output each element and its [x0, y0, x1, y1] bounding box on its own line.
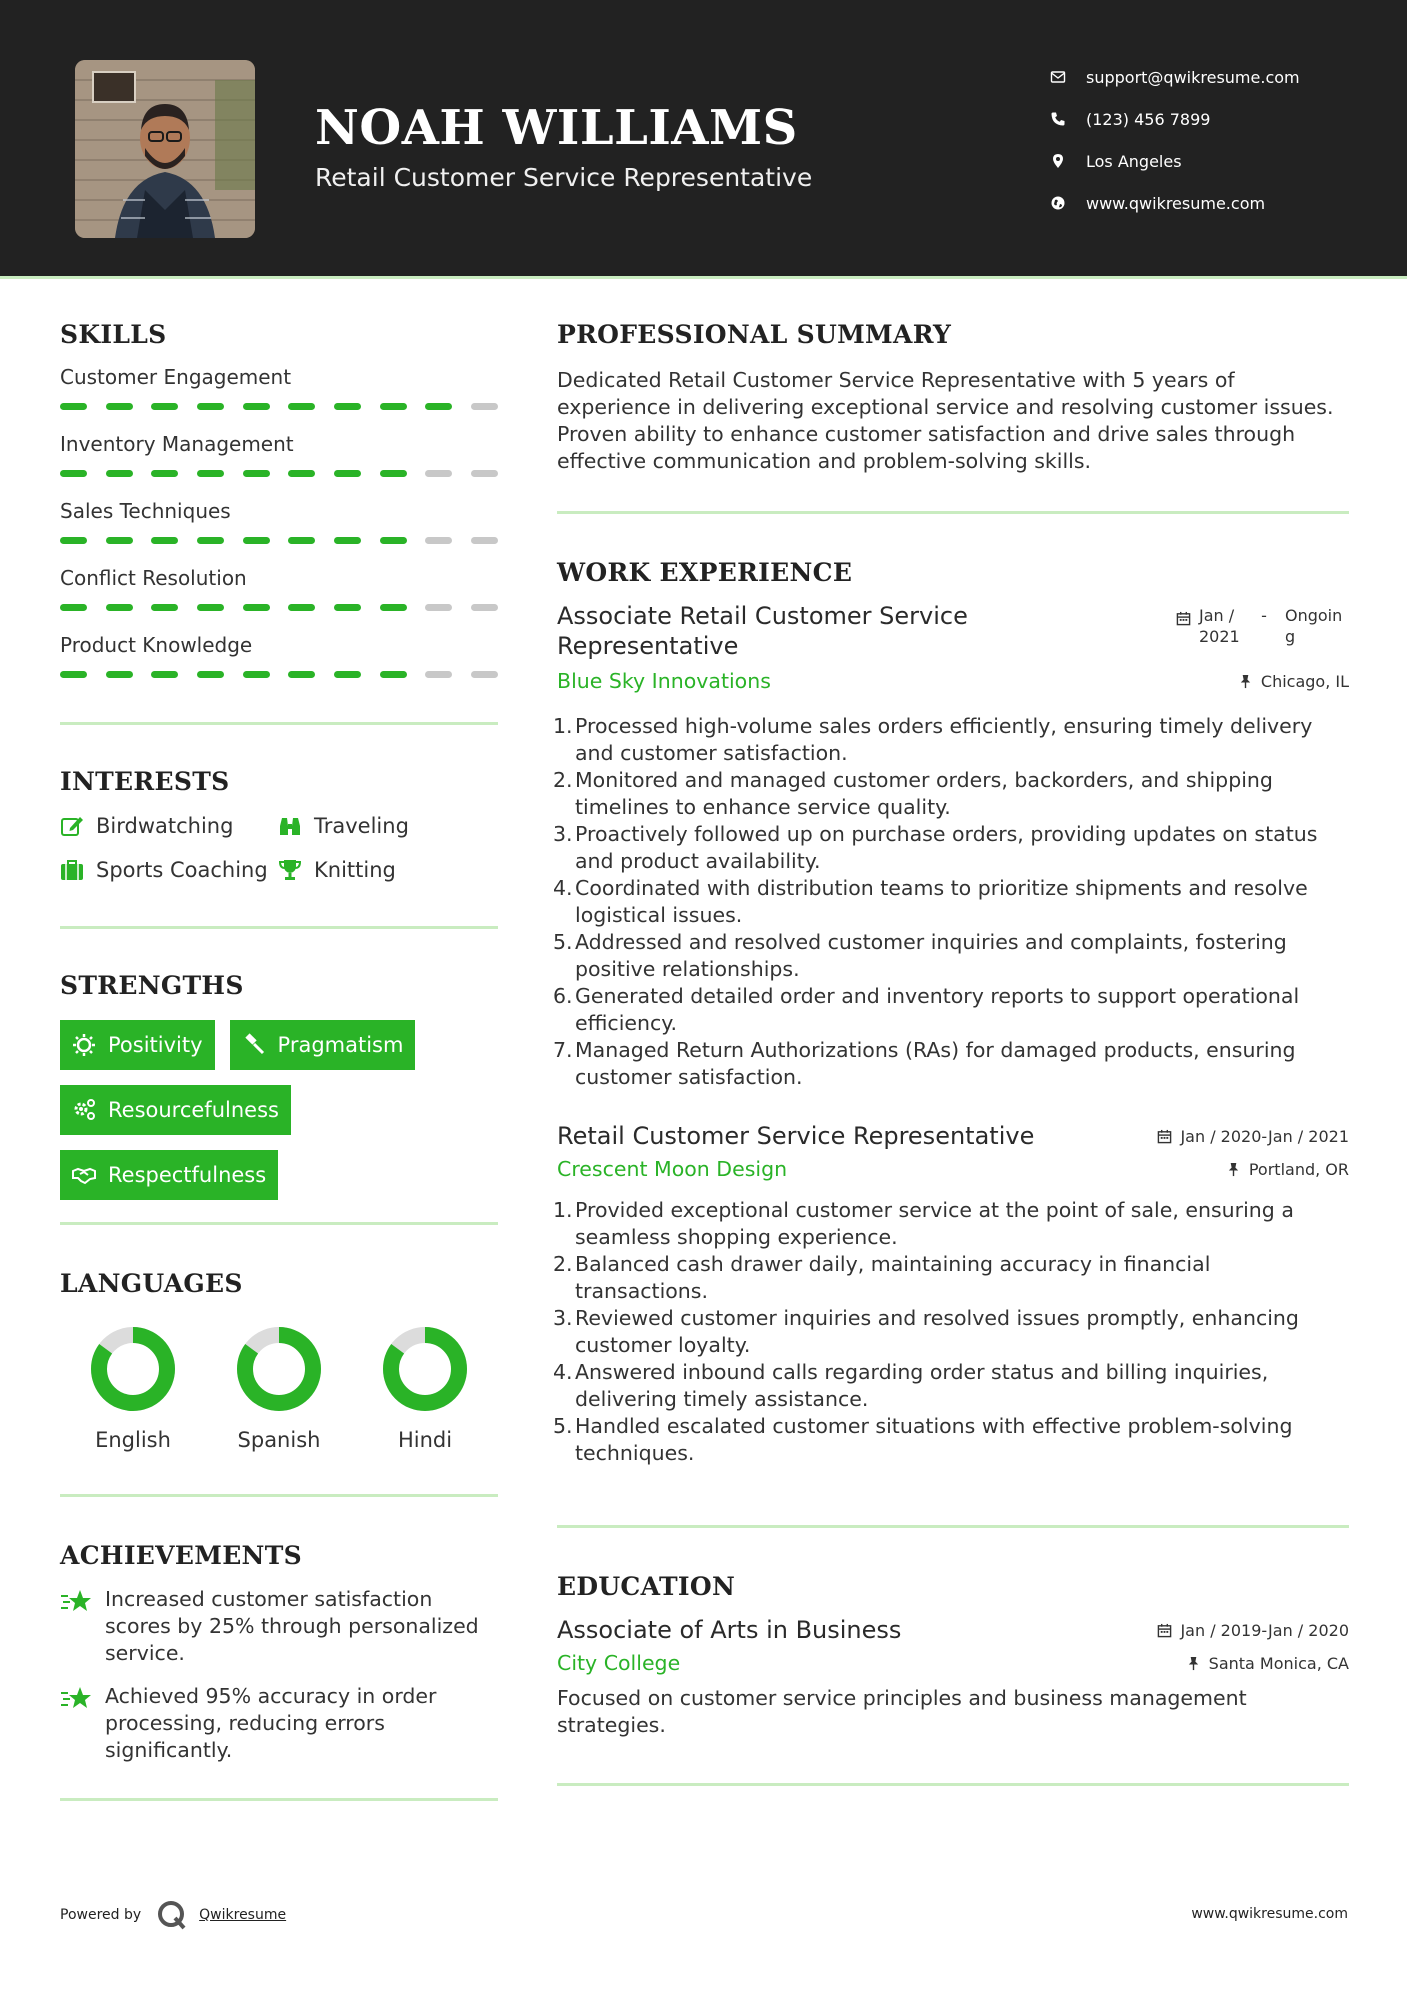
strength-tag [230, 1020, 416, 1070]
skill-dot [380, 470, 407, 477]
skill-dot [106, 671, 133, 678]
contact-location [1050, 140, 1380, 182]
bullet-text: Addressed and resolved customer inquiries and complaints, fostering positive relationships. [575, 930, 1287, 981]
education-location-text: Santa Monica, CA [1208, 1653, 1349, 1673]
resume-header [0, 0, 1407, 276]
list-item: 5. Addressed and resolved customer inquiries and complaints, fostering positive relationships. [553, 930, 1287, 981]
skill-dot [197, 604, 224, 611]
section-divider [557, 1783, 1349, 1786]
language-item [352, 1326, 498, 1452]
skill-dot [60, 604, 87, 611]
header-divider [0, 276, 1407, 279]
list-item: 2. Balanced cash drawer daily, maintaining accuracy in financial transactions. [553, 1252, 1211, 1303]
skill-name: Conflict Resolution [60, 566, 247, 590]
skill-name: Product Knowledge [60, 633, 253, 657]
summary-title: PROFESSIONAL SUMMARY [557, 320, 952, 349]
skill-item [60, 365, 498, 410]
job-date-end: Ongoing [1285, 606, 1343, 646]
section-divider [60, 1494, 498, 1497]
skill-rating [60, 537, 498, 544]
skill-dot [243, 470, 270, 477]
skill-dot [425, 537, 452, 544]
strength-label: Pragmatism [277, 1033, 404, 1057]
star-icon [60, 1586, 105, 1667]
interests-list [60, 814, 498, 882]
trophy-icon [278, 858, 314, 882]
skill-dot [334, 537, 361, 544]
section-divider [557, 1525, 1349, 1528]
job-company: Crescent Moon Design [557, 1157, 788, 1181]
job-dates [1157, 1127, 1349, 1146]
language-name: Hindi [397, 1428, 453, 1452]
bullet-text: Generated detailed order and inventory reports to support operational efficiency. [575, 984, 1300, 1035]
job-entry [553, 601, 1349, 1091]
skill-dot [380, 671, 407, 678]
skill-dot [106, 604, 133, 611]
footer-powered-by [60, 1898, 286, 1932]
skill-dot [60, 537, 87, 544]
experience-title: WORK EXPERIENCE [557, 558, 853, 587]
skill-dot [197, 470, 224, 477]
skills-section [60, 320, 498, 678]
bullet-text: Coordinated with distribution teams to prioritize shipments and resolve logistical issues. [575, 876, 1308, 927]
interest-item [278, 858, 478, 882]
summary-text: Dedicated Retail Customer Service Representative with 5 years of experience in delivering exceptional service and resolving customer issues. Proven ability to enhance customer satisfaction and drive sales through effective communication and problem-solving skills. [557, 368, 1334, 473]
skill-dot [60, 470, 87, 477]
experience-section [553, 558, 1349, 1467]
skill-name: Sales Techniques [60, 499, 231, 523]
job-location-text: Chicago, IL [1260, 671, 1349, 691]
pushpin-icon [1226, 1162, 1241, 1177]
contact-phone[interactable] [1050, 98, 1380, 140]
phone-icon [1050, 111, 1086, 127]
list-item: 1. Processed high-volume sales orders efficiently, ensuring timely delivery and customer satisfaction. [553, 714, 1313, 765]
cogs-icon [72, 1098, 96, 1122]
contact-email[interactable] [1050, 56, 1380, 98]
sun-icon [72, 1033, 96, 1057]
education-title: EDUCATION [557, 1572, 736, 1601]
candidate-name: NOAH WILLIAMS [315, 100, 798, 156]
job-bullets [553, 713, 1349, 1091]
candidate-title: Retail Customer Service Representative [315, 163, 813, 192]
contact-website-text: www.qwikresume.com [1086, 193, 1266, 213]
gavel-icon [242, 1033, 266, 1057]
skill-item [60, 432, 498, 477]
skill-dot [425, 470, 452, 477]
list-item: 3. Reviewed customer inquiries and resolved issues promptly, enhancing customer loyalty. [553, 1306, 1299, 1357]
strength-label: Resourcefulness [108, 1098, 279, 1122]
skill-dot [106, 470, 133, 477]
skill-item [60, 499, 498, 544]
star-icon [60, 1683, 105, 1764]
language-name: Spanish [237, 1428, 321, 1452]
section-divider [60, 722, 498, 725]
skill-dot [471, 537, 498, 544]
skill-dot [334, 470, 361, 477]
pushpin-icon [1186, 1656, 1201, 1671]
interests-title: INTERESTS [60, 767, 230, 796]
skill-dot [471, 604, 498, 611]
calendar-icon [1176, 611, 1191, 626]
contact-location-text: Los Angeles [1086, 151, 1182, 171]
brand-link[interactable]: Qwikresume [199, 1907, 287, 1923]
skill-item [60, 566, 498, 611]
job-title: Retail Customer Service Representative [557, 1122, 1035, 1150]
strength-label: Respectfulness [108, 1163, 267, 1187]
skill-item [60, 633, 498, 678]
interest-label: Traveling [314, 814, 409, 838]
job-date-start: Jan / 2021 [1199, 606, 1240, 646]
strengths-list [60, 1020, 498, 1200]
bullet-text: Proactively followed up on purchase orders, providing updates on status and product availability. [575, 822, 1318, 873]
skill-dot [106, 403, 133, 410]
education-description: Focused on customer service principles and business management strategies. [557, 1686, 1247, 1737]
bullet-text: Processed high-volume sales orders efficiently, ensuring timely delivery and customer satisfaction. [575, 714, 1313, 765]
skill-dot [243, 671, 270, 678]
education-dates [1157, 1621, 1349, 1640]
skill-dot [334, 604, 361, 611]
left-column [60, 320, 498, 1801]
skill-rating [60, 403, 498, 410]
globe-icon [1050, 195, 1086, 211]
skill-dot [243, 403, 270, 410]
strengths-section [60, 971, 498, 1200]
skill-dot [151, 604, 178, 611]
language-donut [382, 1326, 468, 1412]
skill-dot [288, 671, 315, 678]
achievement-item [60, 1683, 498, 1764]
powered-by-text: Powered by [60, 1907, 142, 1923]
contact-website[interactable] [1050, 182, 1380, 224]
achievement-text: Increased customer satisfaction scores by 25% through personalized service. [105, 1587, 479, 1665]
skill-dot [288, 470, 315, 477]
contact-phone-text: (123) 456 7899 [1086, 109, 1211, 129]
skill-dot [425, 403, 452, 410]
education-dates-text: Jan / 2019-Jan / 2020 [1180, 1620, 1349, 1640]
calendar-icon [1157, 1129, 1172, 1144]
contact-email-text: support@qwikresume.com [1086, 67, 1300, 87]
strength-tag [60, 1020, 215, 1070]
skill-dot [151, 537, 178, 544]
briefcase-icon [60, 858, 96, 882]
strength-tag [60, 1150, 278, 1200]
bullet-text: Handled escalated customer situations with effective problem-solving techniques. [575, 1414, 1293, 1465]
skill-dot [471, 403, 498, 410]
interests-section [60, 767, 498, 882]
pushpin-icon [1238, 674, 1253, 689]
skill-rating [60, 470, 498, 477]
school-name: City College [557, 1651, 681, 1675]
skill-dot [334, 671, 361, 678]
envelope-icon [1050, 69, 1086, 85]
interest-label: Birdwatching [96, 814, 234, 838]
interest-item [60, 858, 278, 882]
skills-title: SKILLS [60, 320, 167, 349]
education-location [1186, 1654, 1349, 1673]
interest-label: Knitting [314, 858, 396, 882]
language-item [206, 1326, 352, 1452]
skill-dot [151, 470, 178, 477]
skill-dot [106, 537, 133, 544]
skill-name: Customer Engagement [60, 365, 292, 389]
summary-section [557, 320, 1349, 475]
interest-item [278, 814, 478, 838]
skill-dot [151, 671, 178, 678]
skill-dot [197, 671, 224, 678]
profile-photo [75, 60, 255, 238]
job-location [1238, 672, 1349, 691]
job-dates-text: Jan / 2020-Jan / 2021 [1180, 1126, 1349, 1146]
skill-dot [425, 604, 452, 611]
list-item: 1. Provided exceptional customer service at the point of sale, ensuring a seamless shopping experience. [553, 1198, 1294, 1249]
achievement-text: Achieved 95% accuracy in order processing, reducing errors significantly. [105, 1684, 437, 1762]
job-entry [553, 1121, 1349, 1467]
languages-list [60, 1326, 498, 1452]
language-donut [90, 1326, 176, 1412]
job-location [1226, 1160, 1349, 1179]
skill-dot [334, 403, 361, 410]
language-donut [236, 1326, 322, 1412]
strength-tag [60, 1085, 291, 1135]
skill-dot [243, 537, 270, 544]
qwikresume-logo-icon [155, 1898, 189, 1932]
skill-dot [288, 604, 315, 611]
achievement-item [60, 1586, 498, 1667]
language-item [60, 1326, 206, 1452]
right-column [553, 320, 1349, 1786]
skill-dot [380, 604, 407, 611]
section-divider [557, 511, 1349, 514]
list-item: 5. Handled escalated customer situations with effective problem-solving techniques. [553, 1414, 1293, 1465]
list-item: 2. Monitored and managed customer orders, backorders, and shipping timelines to enhance service quality. [553, 768, 1273, 819]
skill-dot [288, 537, 315, 544]
handshake-icon [72, 1163, 96, 1187]
interest-label: Sports Coaching [96, 858, 268, 882]
education-section [557, 1572, 1349, 1739]
achievements-title: ACHIEVEMENTS [60, 1541, 302, 1570]
skill-dot [288, 403, 315, 410]
list-item: 7. Managed Return Authorizations (RAs) for damaged products, ensuring customer satisfaction. [553, 1038, 1296, 1089]
degree-title: Associate of Arts in Business [557, 1616, 902, 1644]
section-divider [60, 1798, 498, 1801]
interest-item [60, 814, 278, 838]
skill-name: Inventory Management [60, 432, 294, 456]
job-dates: Jan / 2021 - Ongoing [1176, 605, 1349, 647]
footer-website[interactable]: www.qwikresume.com [1191, 1906, 1348, 1922]
job-title: Associate Retail Customer Service Representative [557, 602, 968, 660]
profile-photo-illustration [75, 60, 255, 238]
skill-dot [60, 671, 87, 678]
skill-dot [425, 671, 452, 678]
skill-dot [197, 537, 224, 544]
contact-list [1050, 56, 1380, 224]
list-item: 3. Proactively followed up on purchase orders, providing updates on status and product availability. [553, 822, 1318, 873]
list-item: 4. Answered inbound calls regarding order status and billing inquiries, delivering timely assistance. [553, 1360, 1269, 1411]
bullet-text: Monitored and managed customer orders, backorders, and shipping timelines to enhance service quality. [575, 768, 1273, 819]
job-location-text: Portland, OR [1248, 1159, 1349, 1179]
languages-section [60, 1269, 498, 1452]
skill-dot [197, 403, 224, 410]
skill-dot [380, 403, 407, 410]
achievements-section [60, 1541, 498, 1764]
bullet-text: Reviewed customer inquiries and resolved issues promptly, enhancing customer loyalty. [575, 1306, 1299, 1357]
pencil-square-icon [60, 814, 96, 838]
skill-dot [471, 671, 498, 678]
job-bullets [553, 1197, 1349, 1467]
list-item: 6. Generated detailed order and inventory reports to support operational efficiency. [553, 984, 1300, 1035]
section-divider [60, 926, 498, 929]
skill-rating [60, 604, 498, 611]
map-marker-icon [1050, 153, 1086, 169]
skill-dot [380, 537, 407, 544]
calendar-icon [1157, 1623, 1172, 1638]
list-item: 4. Coordinated with distribution teams to prioritize shipments and resolve logistical issues. [553, 876, 1308, 927]
job-company: Blue Sky Innovations [557, 669, 771, 693]
skill-rating [60, 671, 498, 678]
strength-label: Positivity [108, 1033, 203, 1057]
skill-dot [60, 403, 87, 410]
bullet-text: Balanced cash drawer daily, maintaining accuracy in financial transactions. [575, 1252, 1211, 1303]
section-divider [60, 1222, 498, 1225]
binoculars-icon [278, 814, 314, 838]
bullet-text: Answered inbound calls regarding order status and billing inquiries, delivering timely assistance. [575, 1360, 1269, 1411]
strengths-title: STRENGTHS [60, 971, 244, 1000]
skill-dot [151, 403, 178, 410]
bullet-text: Managed Return Authorizations (RAs) for damaged products, ensuring customer satisfaction. [575, 1038, 1296, 1089]
skill-dot [471, 470, 498, 477]
language-name: English [95, 1428, 171, 1452]
skill-dot [243, 604, 270, 611]
languages-title: LANGUAGES [60, 1269, 243, 1298]
bullet-text: Provided exceptional customer service at the point of sale, ensuring a seamless shopping experience. [575, 1198, 1294, 1249]
